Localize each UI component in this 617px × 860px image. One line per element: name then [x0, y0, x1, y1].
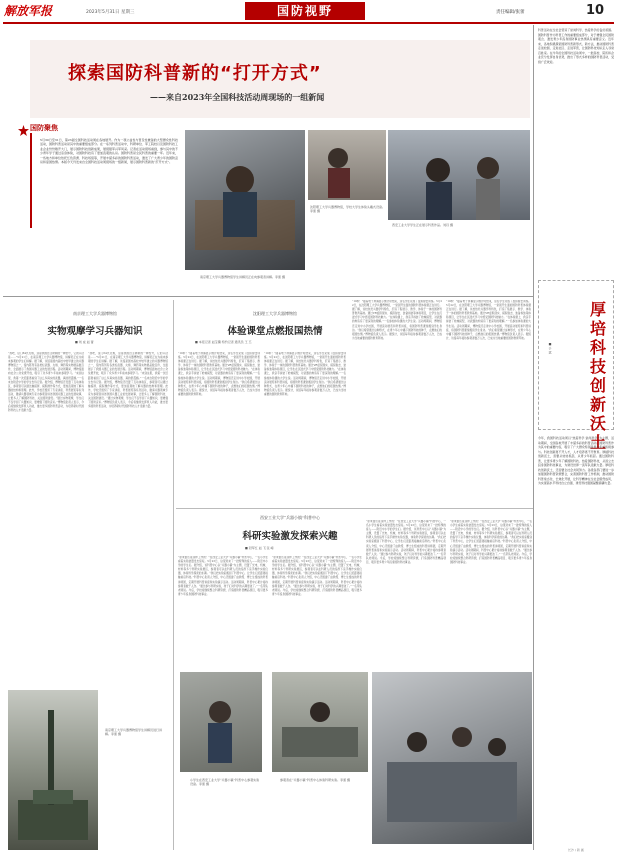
column-1-kicker: 南京理工大学兵器博物馆 [73, 311, 117, 316]
lead-accent-bar [30, 133, 32, 228]
column-3-title: 科研实验激发探索兴趣 [242, 531, 338, 542]
column-divider-1 [173, 300, 174, 850]
column-3-body-mid: “原来雷达是这样工作的！”在西安工业大学“兵器小镇”科普中心，一名小学生看着实验装置发出惊叹。5月23日，这里迎来了一批特殊的客人——附近中小学的学生们。据介绍，该科普中心以“兵器小镇”为主题，设置了光电、机械、材料等多个科研实验展区，参观者可以在科研人员的指导下亲手操作实验仪器，体验科学探索的乐趣。“我们把实验室搬到了科普中心，让学生们近距离接触前沿科技。”科普中心负责人介绍，中心还组建了由教授、博士生组成的科普讲师团，定期开展科普讲座和实验演示活动。活动周期间，科普中心累计接待参观者数千人次。“通过参与科研实验，孩子们对科学的兴趣更浓了。”一名带队老师说。今后，学校将继续整合科研资源，打造国防科普精品项目，吸引更多青少年投身国防科技事业。 [272, 556, 362, 596]
feature-photo-1 [185, 130, 305, 270]
column-3-kicker: 西安工业大学“兵器小镇”科普中心 [259, 515, 321, 520]
sidebar-title: 厚培科技创新沃土 [589, 300, 606, 452]
lead-paragraph: 5月30日至31日，第23届全国科技活动周在各地展开。作为一项公益性与普及性兼备的大型群众性科技活动，国防科普活动是其中的重要组成部分。在一系列科普活动中，科研单位、军工院校以及国防科技工业企业纷纷敞开大门，展示国防科技创新成果，展现强军兴军风采。记者在活动现场看到，参与其中的不少青年学子通过亲身体验，对国防科技有了更加直观的认识。国防科普是全民科普的重要一环。近年来，一些地方和单位依托红色资源、科技场馆等，开展丰富多彩的国防科普活动，激发了广大青少年的国防意识和爱国热情。本版今天刊发来自全国科技活动周现场的一组新闻，展示国防科普新的“打开方式”。 [40, 138, 178, 165]
column-3-photo-1-caption: 小学生在西安工业大学“兵器小镇”科普中心参观实验设备。李蕾 摄 [190, 778, 260, 787]
feature-photo-2-caption: 沈阳理工大学兵器博物馆，学校大学生体验头戴式设备。李蕾 摄 [310, 205, 386, 214]
main-headline: 探索国防科普新的“打开方式” [68, 63, 322, 84]
column-2-body-continued: “10秒！”随着电子屏幕显示倒计时结束，这名学生完成了虚拟射击训练。5月22日，在沈阳理工大学兵器博物馆，一堂别开生面的国防科普体验课正在进行。据了解，该校依托兵器学科特色，打造了集展示、教学、体验于一体的国防科普教育基地。通过VR虚拟现实、模拟射击、装备拆装等体验项目，让学生在沉浸式学习中感受国防科技魅力。“在体验课上，我亲手拆装了枪械模型，对武器的构造有了更深刻的理解。”一名参加体验课的大学生说。活动周期间，博物馆还走进中小学校园，开展流动展览和科普讲座，将国防科普课堂搬到学生身边。“我们希望通过这种形式，在青少年心中播下国防科技的种子，点燃他们的报国热情。”博物馆负责人表示。据统计，该馆每年接待参观者数万人次，已成为当地重要的国防教育阵地。 [352, 300, 442, 340]
column-3-photo-1 [180, 672, 262, 772]
column-2-body-continued-2: “10秒！”随着电子屏幕显示倒计时结束，这名学生完成了虚拟射击训练。5月22日，在沈阳理工大学兵器博物馆，一堂别开生面的国防科普体验课正在进行。据了解，该校依托兵器学科特色，打造了集展示、教学、体验于一体的国防科普教育基地。通过VR虚拟现实、模拟射击、装备拆装等体验项目，让学生在沉浸式学习中感受国防科技魅力。“在体验课上，我亲手拆装了枪械模型，对武器的构造有了更深刻的理解。”一名参加体验课的大学生说。活动周期间，博物馆还走进中小学校园，开展流动展览和科普讲座，将国防科普课堂搬到学生身边。“我们希望通过这种形式，在青少年心中播下国防科技的种子，点燃他们的报国热情。”博物馆负责人表示。据统计，该馆每年接待参观者数万人次，已成为当地重要的国防教育阵地。 [446, 300, 531, 340]
feature-photo-3-caption: 西安工业大学学生正在展示科普作品。刘丹 摄 [392, 223, 453, 227]
column-2-byline: ■ 本报记者 赵宝骥 特约记者 通讯员 王 丕 [195, 340, 252, 344]
column-1-photo-caption: 南京理工大学兵器博物馆学生讲解员进行讲解。李蕾 摄 [105, 728, 163, 737]
sidebar-author: ■ 于 斌 [548, 342, 552, 354]
column-2-body-right: “10秒！”随着电子屏幕显示倒计时结束，这名学生完成了虚拟射击训练。5月22日，在沈阳理工大学兵器博物馆，一堂别开生面的国防科普体验课正在进行。据了解，该校依托兵器学科特色，打造了集展示、教学、体验于一体的国防科普教育基地。通过VR虚拟现实、模拟射击、装备拆装等体验项目，让学生在沉浸式学习中感受国防科技魅力。“在体验课上，我亲手拆装了枪械模型，对武器的构造有了更深刻的理解。”一名参加体验课的大学生说。活动周期间，博物馆还走进中小学校园，开展流动展览和科普讲座，将国防科普课堂搬到学生身边。“我们希望通过这种形式，在青少年心中播下国防科技的种子，点燃他们的报国热情。”博物馆负责人表示。据统计，该馆每年接待参观者数万人次，已成为当地重要的国防教育阵地。 [264, 352, 346, 396]
column-3-byline: ■ 冠军红 赵 飞 张 峰 [245, 546, 274, 550]
section-rule [3, 296, 533, 297]
star-icon [18, 121, 29, 140]
column-3-rule [176, 508, 533, 509]
column-3-photo-3 [372, 672, 532, 844]
sidebar-divider [533, 25, 534, 850]
column-1-photo [8, 690, 98, 850]
sidebar-top-text: 科普活动在全社会营造了崇尚科学、热爱科学的良好氛围。国防科普作为科普工作的重要组成部分，对于增强全民国防观念、激发青少年投身国防事业热情具有重要意义。近年来，各地积极探索国防科普新形式、新方法，推动国防科普走进校园、走进社区、走进军营，让国防科技知识走入寻常百姓家。在今年的全国科技活动周中，一批高校、院所和企业充分发挥自身优势，推出了形式多样的国防科普活动，受到广泛欢迎。 [538, 28, 614, 64]
column-3-photo-2-caption: 参观者在“兵器小镇”科普中心体验科研实验。李蕾 摄 [280, 778, 351, 782]
focus-label: 国防聚焦 [30, 124, 58, 132]
column-1-title: 实物观摩学习兵器知识 [47, 326, 143, 337]
responsible-editor: 责任编辑/张蕾 [496, 10, 525, 15]
column-1-body-right: “我吧，这门64式火炮，这是我国自主研制的一种型号，它的口径是……”5月21日，在南京理工大学兵器博物馆，讲解员正在为前来参观的学生们讲解。据了解，该馆是国内高校中较早建立的兵器博物馆之一，馆内陈列有各类轻武器、火炮、弹药等实物展品数百件，全面展示了我国兵器工业的发展历程。活动周期间，博物馆面向社会公众免费开放，吸引了众多青少年前来参观学习。“来到这里，我第一次近距离看到了这么多真实的武器，真的很震撼。”一名来自附近中学的学生告诉记者。据介绍，博物馆还设置了互动体验区，参观者可以通过触摸屏、模拟操作等方式，更加直观地了解兵器的结构和原理。此外，学校还组织了专家讲座、科普展览等系列活动，邀请兵器领域专家为参观者讲述我国兵器工业的发展故事，让更多人了解国防科技、关注国防建设。“通过实物观摩，学生们不仅学到了兵器知识，更增强了国防意识。”博物馆负责人表示，今后将继续发挥育人功能，推出更多国防科普活动，为培养新时代国防科技人才贡献力量。 [88, 352, 168, 409]
sidebar-body: 今年，我国科技活动周以“热爱科学 崇尚科学”为主题，活动期间，全国各地开展了丰富多彩的科普活动。国防科普作为其中的重要内容，吸引了广大群众特别是青少年的积极参与。科技创新离不开人才，人才培养离不开教育。厚植科技创新沃土，需要从娃娃抓起，从青少年抓起。通过国防科普，让更多青少年了解国防科技、热爱国防科技，从而立志投身国防科技事业，为建设世界一流军队贡献力量。厚培科技创新沃土，还需要全社会共同努力。各级各部门要进一步加强国防科普资源整合，完善国防科普工作机制，推动国防科普常态化、长效化开展，让科学精神在全社会蔚然成风，为实现高水平科技自立自强、建设科技强国凝聚磅礴力量。 [538, 436, 614, 485]
newspaper-logo: 解放军报 [4, 4, 53, 18]
feature-photo-3 [388, 130, 530, 220]
column-2-body-left: “10秒！”随着电子屏幕显示倒计时结束，这名学生完成了虚拟射击训练。5月22日，在沈阳理工大学兵器博物馆，一堂别开生面的国防科普体验课正在进行。据了解，该校依托兵器学科特色，打造了集展示、教学、体验于一体的国防科普教育基地。通过VR虚拟现实、模拟射击、装备拆装等体验项目，让学生在沉浸式学习中感受国防科技魅力。“在体验课上，我亲手拆装了枪械模型，对武器的构造有了更深刻的理解。”一名参加体验课的大学生说。活动周期间，博物馆还走进中小学校园，开展流动展览和科普讲座，将国防科普课堂搬到学生身边。“我们希望通过这种形式，在青少年心中播下国防科技的种子，点燃他们的报国热情。”博物馆负责人表示。据统计，该馆每年接待参观者数万人次，已成为当地重要的国防教育阵地。 [178, 352, 260, 396]
column-3-body-left: “原来雷达是这样工作的！”在西安工业大学“兵器小镇”科普中心，一名小学生看着实验装置发出惊叹。5月23日，这里迎来了一批特殊的客人——附近中小学的学生们。据介绍，该科普中心以“兵器小镇”为主题，设置了光电、机械、材料等多个科研实验展区，参观者可以在科研人员的指导下亲手操作实验仪器，体验科学探索的乐趣。“我们把实验室搬到了科普中心，让学生们近距离接触前沿科技。”科普中心负责人介绍，中心还组建了由教授、博士生组成的科普讲师团，定期开展科普讲座和实验演示活动。活动周期间，科普中心累计接待参观者数千人次。“通过参与科研实验，孩子们对科学的兴趣更浓了。”一名带队老师说。今后，学校将继续整合科研资源，打造国防科普精品项目，吸引更多青少年投身国防科技事业。 [178, 556, 268, 596]
column-1-body-left: “我吧，这门64式火炮，这是我国自主研制的一种型号，它的口径是……”5月21日，在南京理工大学兵器博物馆，讲解员正在为前来参观的学生们讲解。据了解，该馆是国内高校中较早建立的兵器博物馆之一，馆内陈列有各类轻武器、火炮、弹药等实物展品数百件，全面展示了我国兵器工业的发展历程。活动周期间，博物馆面向社会公众免费开放，吸引了众多青少年前来参观学习。“来到这里，我第一次近距离看到了这么多真实的武器，真的很震撼。”一名来自附近中学的学生告诉记者。据介绍，博物馆还设置了互动体验区，参观者可以通过触摸屏、模拟操作等方式，更加直观地了解兵器的结构和原理。此外，学校还组织了专家讲座、科普展览等系列活动，邀请兵器领域专家为参观者讲述我国兵器工业的发展故事，让更多人了解国防科技、关注国防建设。“通过实物观摩，学生们不仅学到了兵器知识，更增强了国防意识。”博物馆负责人表示，今后将继续发挥育人功能，推出更多国防科普活动，为培养新时代国防科技人才贡献力量。 [8, 352, 84, 413]
page-number: 10 [586, 3, 605, 18]
subheadline: ——来自2023年全国科技活动周现场的一组新闻 [150, 92, 325, 102]
column-3-photo-2 [272, 672, 368, 772]
page-footer: 长沙 / 新 画 [568, 848, 584, 852]
masthead-rule [3, 22, 614, 24]
column-1-byline: ■ 刘 成 赵 蕾 [75, 340, 94, 344]
column-2-kicker: 沈阳理工大学兵器博物馆 [253, 311, 297, 316]
section-banner: 国防视野 [245, 2, 365, 20]
column-2-title: 体验课堂点燃报国热情 [227, 326, 323, 337]
feature-photo-1-caption: 南京理工大学兵器博物馆学生讲解员正在向参观者讲解。李蕾 摄 [200, 275, 285, 279]
column-3-body-right-2: “原来雷达是这样工作的！”在西安工业大学“兵器小镇”科普中心，一名小学生看着实验装置发出惊叹。5月23日，这里迎来了一批特殊的客人——附近中小学的学生们。据介绍，该科普中心以“兵器小镇”为主题，设置了光电、机械、材料等多个科研实验展区，参观者可以在科研人员的指导下亲手操作实验仪器，体验科学探索的乐趣。“我们把实验室搬到了科普中心，让学生们近距离接触前沿科技。”科普中心负责人介绍，中心还组建了由教授、博士生组成的科普讲师团，定期开展科普讲座和实验演示活动。活动周期间，科普中心累计接待参观者数千人次。“通过参与科研实验，孩子们对科学的兴趣更浓了。”一名带队老师说。今后，学校将继续整合科研资源，打造国防科普精品项目，吸引更多青少年投身国防科技事业。 [450, 520, 532, 564]
column-3-body-right: “原来雷达是这样工作的！”在西安工业大学“兵器小镇”科普中心，一名小学生看着实验装置发出惊叹。5月23日，这里迎来了一批特殊的客人——附近中小学的学生们。据介绍，该科普中心以“兵器小镇”为主题，设置了光电、机械、材料等多个科研实验展区，参观者可以在科研人员的指导下亲手操作实验仪器，体验科学探索的乐趣。“我们把实验室搬到了科普中心，让学生们近距离接触前沿科技。”科普中心负责人介绍，中心还组建了由教授、博士生组成的科普讲师团，定期开展科普讲座和实验演示活动。活动周期间，科普中心累计接待参观者数千人次。“通过参与科研实验，孩子们对科学的兴趣更浓了。”一名带队老师说。今后，学校将继续整合科研资源，打造国防科普精品项目，吸引更多青少年投身国防科技事业。 [366, 520, 446, 564]
feature-photo-2 [308, 130, 386, 200]
issue-date: 2023年5月31日 星期三 [86, 10, 135, 15]
